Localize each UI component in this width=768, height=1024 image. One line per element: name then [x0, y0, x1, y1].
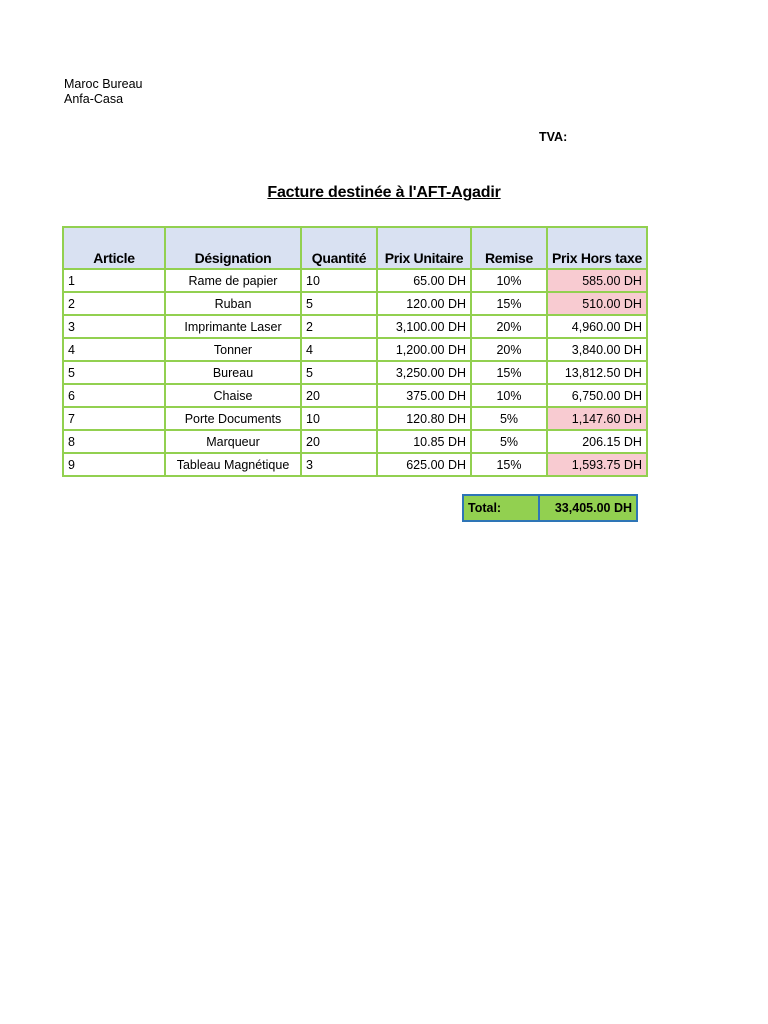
header-quantite: Quantité [301, 227, 377, 269]
header-article: Article [63, 227, 165, 269]
cell-remise: 15% [471, 361, 547, 384]
total-row [463, 495, 637, 521]
table-row [63, 315, 647, 338]
table-row [63, 361, 647, 384]
cell-designation: Ruban [165, 292, 301, 315]
cell-article: 6 [63, 384, 165, 407]
cell-designation: Porte Documents [165, 407, 301, 430]
header-remise: Remise [471, 227, 547, 269]
table-row [63, 269, 647, 292]
header-designation: Désignation [165, 227, 301, 269]
cell-remise: 20% [471, 338, 547, 361]
cell-designation: Rame de papier [165, 269, 301, 292]
header-prix-unitaire: Prix Unitaire [377, 227, 471, 269]
cell-prix-ht: 3,840.00 DH [547, 338, 647, 361]
table-row [63, 384, 647, 407]
cell-quantite: 5 [301, 292, 377, 315]
cell-remise: 5% [471, 430, 547, 453]
cell-remise: 20% [471, 315, 547, 338]
cell-remise: 10% [471, 384, 547, 407]
cell-quantite: 5 [301, 361, 377, 384]
cell-prix-unitaire: 10.85 DH [377, 430, 471, 453]
cell-prix-unitaire: 3,250.00 DH [377, 361, 471, 384]
cell-remise: 10% [471, 269, 547, 292]
cell-designation: Tableau Magnétique [165, 453, 301, 476]
cell-prix-ht: 13,812.50 DH [547, 361, 647, 384]
cell-prix-ht: 1,593.75 DH [547, 453, 647, 476]
cell-prix-ht: 585.00 DH [547, 269, 647, 292]
total-value: 33,405.00 DH [539, 495, 637, 521]
table-row [63, 407, 647, 430]
cell-prix-ht: 6,750.00 DH [547, 384, 647, 407]
table-row [63, 453, 647, 476]
cell-prix-unitaire: 3,100.00 DH [377, 315, 471, 338]
cell-prix-unitaire: 120.80 DH [377, 407, 471, 430]
total-table [462, 494, 638, 522]
cell-prix-unitaire: 375.00 DH [377, 384, 471, 407]
cell-remise: 15% [471, 292, 547, 315]
cell-article: 2 [63, 292, 165, 315]
cell-article: 3 [63, 315, 165, 338]
cell-prix-unitaire: 65.00 DH [377, 269, 471, 292]
company-name: Maroc Bureau [64, 77, 143, 91]
cell-article: 5 [63, 361, 165, 384]
cell-article: 4 [63, 338, 165, 361]
cell-quantite: 2 [301, 315, 377, 338]
cell-designation: Tonner [165, 338, 301, 361]
cell-prix-unitaire: 1,200.00 DH [377, 338, 471, 361]
cell-quantite: 3 [301, 453, 377, 476]
tva-label: TVA: [539, 130, 568, 144]
cell-remise: 5% [471, 407, 547, 430]
company-block [64, 77, 143, 107]
cell-article: 7 [63, 407, 165, 430]
cell-designation: Chaise [165, 384, 301, 407]
cell-quantite: 20 [301, 430, 377, 453]
cell-prix-unitaire: 120.00 DH [377, 292, 471, 315]
cell-prix-ht: 4,960.00 DH [547, 315, 647, 338]
cell-quantite: 10 [301, 269, 377, 292]
header-prix-ht: Prix Hors taxe [547, 227, 647, 269]
cell-remise: 15% [471, 453, 547, 476]
cell-article: 1 [63, 269, 165, 292]
cell-quantite: 10 [301, 407, 377, 430]
cell-prix-unitaire: 625.00 DH [377, 453, 471, 476]
cell-prix-ht: 1,147.60 DH [547, 407, 647, 430]
table-row [63, 338, 647, 361]
table-row [63, 430, 647, 453]
cell-quantite: 20 [301, 384, 377, 407]
table-header-row [63, 227, 647, 269]
cell-quantite: 4 [301, 338, 377, 361]
company-city: Anfa-Casa [64, 92, 124, 106]
invoice-table [62, 226, 648, 477]
total-label: Total: [463, 495, 539, 521]
table-row [63, 292, 647, 315]
cell-prix-ht: 510.00 DH [547, 292, 647, 315]
cell-designation: Marqueur [165, 430, 301, 453]
cell-prix-ht: 206.15 DH [547, 430, 647, 453]
cell-designation: Bureau [165, 361, 301, 384]
invoice-title: Facture destinée à l'AFT-Agadir [267, 184, 501, 201]
cell-designation: Imprimante Laser [165, 315, 301, 338]
cell-article: 8 [63, 430, 165, 453]
cell-article: 9 [63, 453, 165, 476]
